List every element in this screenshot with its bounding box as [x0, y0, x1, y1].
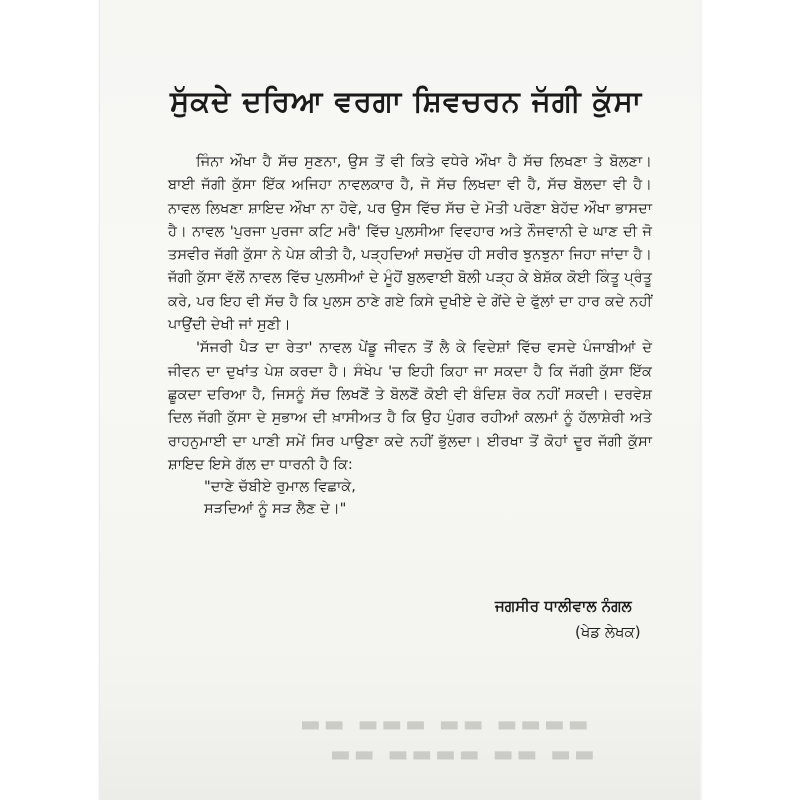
paragraph-1: ਜਿੰਨਾ ਔਖਾ ਹੈ ਸੱਚ ਸੁਣਨਾ, ਉਸ ਤੋਂ ਵੀ ਕਿਤੇ ਵਧੇਰੇ ਔਖਾ ਹੈ ਸੱਚ ਲਿਖਣਾ ਤੇ ਬੋਲਣਾ। ਬਾਈ ਜੱਗੀ ਕੁੱਸਾ ਇੱਕ ਅਜਿਹਾ ਨਾਵਲਕਾਰ ਹੈ, ਜੋ ਸੱਚ ਲਿਖਦਾ ਵੀ ਹੈ, ਸੱਚ ਬੋਲਦਾ ਵੀ ਹੈ। ਨਾਵਲ ਲਿਖਣਾ ਸ਼ਾਇਦ ਔਖਾ ਨਾ ਹੋਵੇ, ਪਰ ਉਸ ਵਿੱਚ ਸੱਚ ਦੇ ਮੋਤੀ ਪਰੋਣਾ ਬੇਹੱਦ ਔਖਾ ਭਾਸਦਾ ਹੈ। ਨਾਵਲ 'ਪੁਰਜਾ ਪੁਰਜਾ ਕਟਿ ਮਰੈ' ਵਿੱਚ ਪੁਲਸੀਆ ਵਿਵਹਾਰ ਅਤੇ ਨੌਜਵਾਨੀ ਦੇ ਘਾਣ ਦੀ ਜੋ ਤਸਵੀਰ ਜੱਗੀ ਕੁੱਸਾ ਨੇ ਪੇਸ਼ ਕੀਤੀ ਹੈ, ਪੜ੍ਹਦਿਆਂ ਸਚਮੁੱਚ ਹੀ ਸਰੀਰ ਝੁਨਝੁਨਾ ਜਿਹਾ ਜਾਂਦਾ ਹੈ। ਜੱਗੀ ਕੁੱਸਾ ਵੱਲੋਂ ਨਾਵਲ ਵਿੱਚ ਪੁਲਸੀਆਂ ਦੇ ਮੂੰਹੋਂ ਬੁਲਵਾਈ ਬੋਲੀ ਪੜ੍ਹ ਕੇ ਬੇਸ਼ੱਕ ਕੋਈ ਕਿੰਤੂ ਪ੍ਰੰਤੂ ਕਰੇ, ਪਰ ਇਹ ਵੀ ਸੱਚ ਹੈ ਕਿ ਪੁਲਸ ਠਾਣੇ ਗਏ ਕਿਸੇ ਦੁਖੀਏ ਦੇ ਗੇਂਦੇ ਦੇ ਫੁੱਲਾਂ ਦਾ ਹਾਰ ਕਦੇ ਨਹੀਂ ਪਾਉਂਦੀ ਦੇਖੀ ਜਾਂ ਸੁਣੀ।: [168, 153, 652, 334]
bleed-through-text: ▬▬ ▬▬▬ ▬▬ ▬▬▬▬: [300, 712, 592, 737]
paragraph-2: 'ਸੱਜਰੀ ਪੈੜ ਦਾ ਰੇਤਾ' ਨਾਵਲ ਪੇਂਡੂ ਜੀਵਨ ਤੋਂ ਲੈ ਕੇ ਵਿਦੇਸ਼ਾਂ ਵਿੱਚ ਵਸਦੇ ਪੰਜਾਬੀਆਂ ਦੇ ਜੀਵਨ ਦਾ ਦੁਖਾਂਤ ਪੇਸ਼ ਕਰਦਾ ਹੈ। ਸੰਖੇਪ 'ਚ ਇਹੀ ਕਿਹਾ ਜਾ ਸਕਦਾ ਹੈ ਕਿ ਜੱਗੀ ਕੁੱਸਾ ਇੱਕ ਛੂਕਦਾ ਦਰਿਆ ਹੈ, ਜਿਸਨੂੰ ਸੱਚ ਲਿਖਣੋਂ ਤੇ ਬੋਲਣੋਂ ਕੋਈ ਵੀ ਬੰਦਿਸ਼ ਰੋਕ ਨਹੀਂ ਸਕਦੀ। ਦਰਵੇਸ਼ ਦਿਲ ਜੱਗੀ ਕੁੱਸਾ ਦੇ ਸੁਭਾਅ ਦੀ ਖ਼ਾਸੀਅਤ ਹੈ ਕਿ ਉਹ ਪੁੰਗਰ ਰਹੀਆਂ ਕਲਮਾਂ ਨੂੰ ਹੱਲਾਸ਼ੇਰੀ ਅਤੇ ਰਾਹਨੁਮਾਈ ਦਾ ਪਾਣੀ ਸਮੇਂ ਸਿਰ ਪਾਉਣਾ ਕਦੇ ਨਹੀਂ ਭੁੱਲਦਾ। ਈਰਖਾ ਤੋਂ ਕੋਹਾਂ ਦੂਰ ਜੱਗੀ ਕੁੱਸਾ ਸ਼ਾਇਦ ਇਸੇ ਗੱਲ ਦਾ ਧਾਰਨੀ ਹੈ ਕਿ:: [168, 339, 652, 473]
verse-line-1: "ਦਾਣੇ ਚੱਬੀਏ ਰੁਮਾਲ ਵਿਛਾਕੇ,: [204, 478, 356, 496]
verse-line-2: ਸੜਦਿਆਂ ਨੂੰ ਸੜ ਲੈਣ ਦੇ।": [204, 499, 347, 517]
author-name: ਜਗਸੀਰ ਧਾਲੀਵਾਲ ਨੰਗਲ: [495, 597, 632, 615]
bleed-through-text: ▬▬ ▬▬▬▬ ▬▬ ▬▬: [330, 742, 598, 767]
quoted-verse: [204, 476, 652, 519]
page-title: ਸੁੱਕਦੇ ਦਰਿਆ ਵਰਗਾ ਸ਼ਿਵਚਰਨ ਜੱਗੀ ਕੁੱਸਾ: [170, 84, 643, 118]
article-body: [168, 150, 652, 519]
author-role: (ਖੇਡ ਲੇਖਕ): [575, 623, 641, 641]
